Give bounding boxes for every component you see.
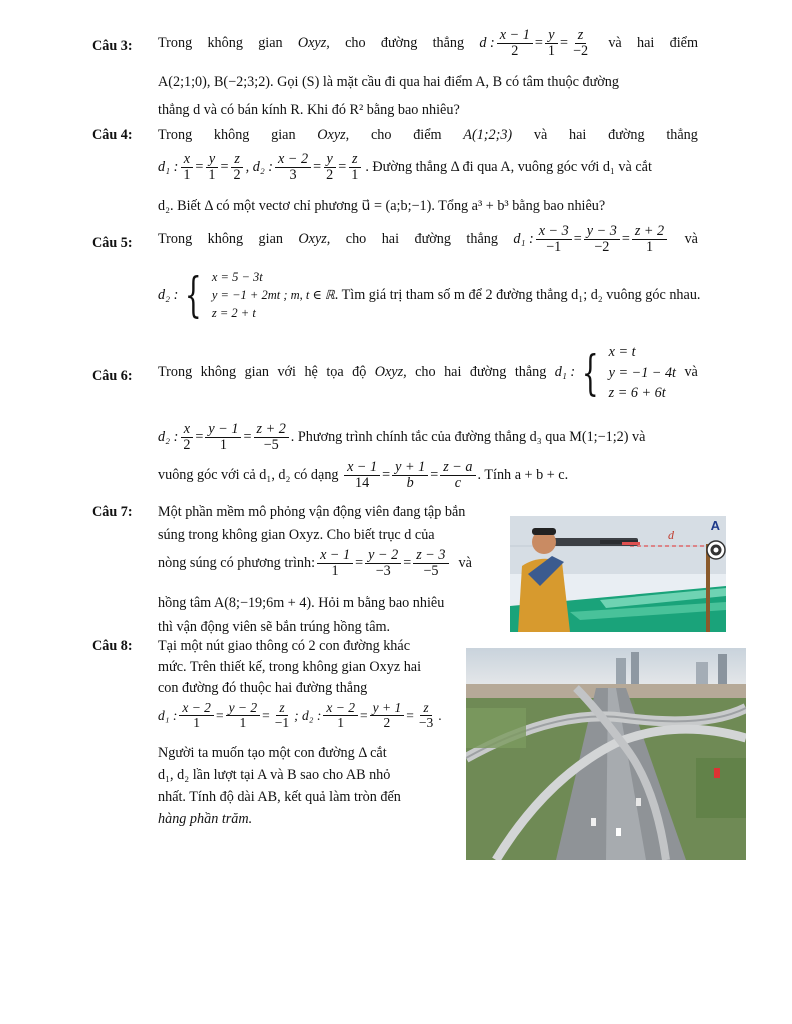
target-label: A bbox=[710, 518, 720, 533]
interchange-scene bbox=[466, 648, 746, 860]
question-7-line-3: nòng súng có phương trình: $\frac{x - 1}{1}$ = $\frac{y - 2}{-3}$ = $\frac{z - 3}{-5}$ và bbox=[158, 547, 472, 579]
question-8-label: Câu 8: bbox=[92, 638, 133, 654]
question-8-line-7: nhất. Tính độ dài AB, kết quả làm tròn đến bbox=[158, 789, 401, 805]
interchange-photo bbox=[466, 648, 746, 860]
question-8-line-1: Tại một nút giao thông có 2 con đường khác bbox=[158, 638, 410, 654]
question-7-line-1: Một phần mềm mô phỏng vận động viên đang tập bắn bbox=[158, 504, 466, 520]
shooter-illustration bbox=[510, 516, 726, 632]
question-5-label: Câu 5: bbox=[92, 235, 133, 251]
question-6-line-3: vuông góc với cả d₁, d₂ có dạng $\frac{x - 1}{14}$ = $\frac{y + 1}{b}$ = $\frac{z - a}{c}$ . Tính a + b + c. bbox=[158, 459, 569, 491]
question-3-line-2: A(2;1;0), B(−2;3;2). Gọi (S) là mặt cầu đi qua hai điểm A, B có tâm thuộc đường bbox=[158, 74, 619, 90]
question-8-line-2: mức. Trên thiết kế, trong không gian Oxyz hai bbox=[158, 659, 422, 675]
question-4-label: Câu 4: bbox=[92, 127, 133, 143]
question-4-line-3: d₂. Biết Δ có một vectơ chỉ phương u⃗ = (a;b;−1). Tổng a³ + b³ bằng bao nhiêu? bbox=[158, 198, 606, 214]
question-7-line-2: súng trong không gian Oxyz. Cho biết trục d của bbox=[158, 527, 435, 543]
question-3-line-3: thẳng d và có bán kính R. Khi đó R² bằng bao nhiêu? bbox=[158, 102, 460, 118]
question-8-line-3: con đường đó thuộc hai đường thẳng bbox=[158, 680, 368, 696]
question-8-line-8: hàng phần trăm. bbox=[158, 811, 253, 827]
question-5-line-2: d₂ : { x = 5 − 3t y = −1 + 2mt ; m, t ∈ ℝ z = 2 + t . Tìm giá trị tham số m để 2 đường thẳng d₁; d₂ vuông góc nhau. bbox=[158, 267, 701, 324]
question-8-line-6: d₁, d₂ lần lượt tại A và B sao cho AB nhỏ bbox=[158, 767, 391, 783]
line-d-equation: d : $\frac{x - 1}{2}$ = $\frac{y}{1}$ = $\frac{z}{-2}$ bbox=[479, 27, 589, 59]
question-8-line-4: d₁ : $\frac{x - 2}{1}$ = $\frac{y - 2}{1}$ = $\frac{z}{-1}$ ; d₂ : $\frac{x - 2}{1}$ = $\frac{y + 1}{2}$ = $\frac{z}{-3}$ . bbox=[158, 700, 442, 731]
question-4-line-1: Trong không gian Oxyz, cho điểm A(1;2;3) và hai đường thẳng bbox=[158, 127, 698, 143]
question-7-line-5: thì vận động viên sẽ bắn trúng hồng tâm. bbox=[158, 619, 391, 635]
axis-label: d bbox=[668, 528, 674, 542]
question-6-line-1: Trong không gian với hệ tọa độ Oxyz, cho hai đường thẳng d₁ : { x = t y = −1 − 4t z = 6 + 6t và bbox=[158, 344, 698, 402]
question-8-line-5: Người ta muốn tạo một con đường Δ cắt bbox=[158, 745, 387, 761]
question-7-line-4: hồng tâm A(8;−19;6m + 4). Hỏi m bằng bao nhiêu bbox=[158, 595, 445, 611]
question-3-label: Câu 3: bbox=[92, 38, 133, 54]
question-3-line-1: Trong không gian Oxyz, cho đường thẳng d : $\frac{x - 1}{2}$ = $\frac{y}{1}$ = $\frac{z}{-2}$ và hai điểm bbox=[158, 27, 698, 59]
shooter-scene bbox=[510, 516, 726, 632]
question-4-line-2: d₁ : $\frac{x}{1}$ = $\frac{y}{1}$ = $\frac{z}{2}$ , d₂ : $\frac{x - 2}{3}$ = $\frac{y}{2}$ = $\frac{z}{1}$ . Đường thẳng Δ đi qua A, vuông góc với d₁ và cắt bbox=[158, 151, 652, 183]
question-5-line-1: Trong không gian Oxyz, cho hai đường thẳng d₁ : $\frac{x - 3}{-1}$ = $\frac{y - 3}{-2}$ = $\frac{z + 2}{1}$ và bbox=[158, 223, 698, 255]
question-6-label: Câu 6: bbox=[92, 368, 133, 384]
question-6-line-2: d₂ : $\frac{x}{2}$ = $\frac{y - 1}{1}$ = $\frac{z + 2}{-5}$ . Phương trình chính tắc của đường thẳng d₃ qua M(1;−1;2) và bbox=[158, 421, 646, 453]
question-7-label: Câu 7: bbox=[92, 504, 133, 520]
